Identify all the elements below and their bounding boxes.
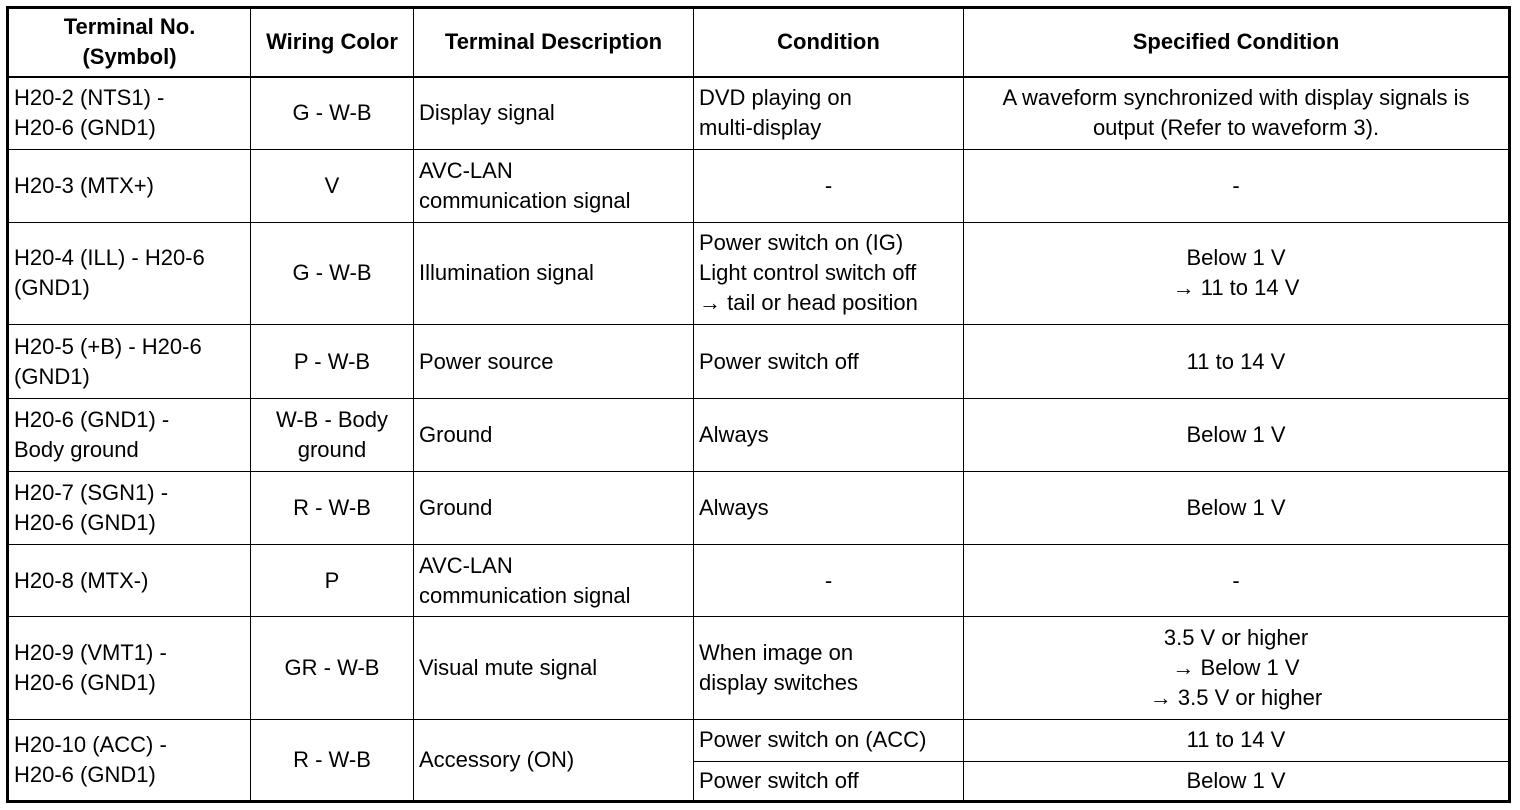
cell-wiring-color: GR - W-B: [251, 617, 414, 719]
cell-terminal: H20-3 (MTX+): [8, 150, 251, 222]
cell-description: Visual mute signal: [414, 617, 694, 719]
cell-wiring-color: G - W-B: [251, 77, 414, 150]
cell-condition: Power switch off: [694, 761, 964, 801]
cell-condition: When image on display switches: [694, 617, 964, 719]
header-wiring-color: Wiring Color: [251, 8, 414, 77]
cell-specified-condition: Below 1 V: [964, 399, 1510, 471]
header-specified-condition: Specified Condition: [964, 8, 1510, 77]
header-terminal-description: Terminal Description: [414, 8, 694, 77]
table-row: [8, 719, 1510, 761]
cell-description: Display signal: [414, 77, 694, 150]
cell-terminal: H20-9 (VMT1) - H20-6 (GND1): [8, 617, 251, 719]
cell-specified-condition: A waveform synchronized with display signals is output (Refer to waveform 3).: [964, 77, 1510, 150]
cell-specified-condition: -: [964, 150, 1510, 222]
cell-specified-condition: -: [964, 544, 1510, 616]
table-row: [8, 617, 1510, 719]
table-row: [8, 544, 1510, 616]
cell-description: Power source: [414, 325, 694, 399]
cell-terminal: H20-5 (+B) - H20-6 (GND1): [8, 325, 251, 399]
cell-terminal: H20-4 (ILL) - H20-6 (GND1): [8, 222, 251, 324]
table-row: [8, 325, 1510, 399]
cell-description: Ground: [414, 399, 694, 471]
cell-wiring-color: V: [251, 150, 414, 222]
cell-wiring-color: W-B - Body ground: [251, 399, 414, 471]
table-header-row: [8, 8, 1510, 77]
table-row: [8, 77, 1510, 150]
cell-specified-condition: 11 to 14 V: [964, 719, 1510, 761]
cell-condition: DVD playing on multi-display: [694, 77, 964, 150]
table-row: [8, 222, 1510, 324]
cell-terminal: H20-7 (SGN1) - H20-6 (GND1): [8, 471, 251, 544]
cell-wiring-color: G - W-B: [251, 222, 414, 324]
cell-description: Ground: [414, 471, 694, 544]
cell-terminal: H20-8 (MTX-): [8, 544, 251, 616]
cell-specified-condition: Below 1 V: [964, 471, 1510, 544]
cell-specified-condition: Below 1 V: [964, 761, 1510, 801]
cell-specified-condition: Below 1 V → 11 to 14 V: [964, 222, 1510, 324]
header-condition: Condition: [694, 8, 964, 77]
table-row: [8, 471, 1510, 544]
cell-specified-condition: 11 to 14 V: [964, 325, 1510, 399]
cell-condition: -: [694, 544, 964, 616]
cell-condition: Power switch on (ACC): [694, 719, 964, 761]
terminal-spec-table: [6, 6, 1511, 803]
cell-description: AVC-LAN communication signal: [414, 544, 694, 616]
cell-wiring-color: P - W-B: [251, 325, 414, 399]
header-terminal-no: Terminal No. (Symbol): [8, 8, 251, 77]
cell-description: Accessory (ON): [414, 719, 694, 801]
cell-condition: Power switch on (IG) Light control switch off → tail or head position: [694, 222, 964, 324]
table-row: [8, 399, 1510, 471]
cell-specified-condition: 3.5 V or higher → Below 1 V → 3.5 V or higher: [964, 617, 1510, 719]
cell-terminal: H20-6 (GND1) - Body ground: [8, 399, 251, 471]
table-row: [8, 150, 1510, 222]
cell-condition: Always: [694, 471, 964, 544]
cell-description: Illumination signal: [414, 222, 694, 324]
cell-condition: -: [694, 150, 964, 222]
cell-wiring-color: P: [251, 544, 414, 616]
cell-wiring-color: R - W-B: [251, 471, 414, 544]
cell-condition: Power switch off: [694, 325, 964, 399]
cell-description: AVC-LAN communication signal: [414, 150, 694, 222]
cell-wiring-color: R - W-B: [251, 719, 414, 801]
cell-terminal: H20-2 (NTS1) - H20-6 (GND1): [8, 77, 251, 150]
cell-terminal: H20-10 (ACC) - H20-6 (GND1): [8, 719, 251, 801]
cell-condition: Always: [694, 399, 964, 471]
